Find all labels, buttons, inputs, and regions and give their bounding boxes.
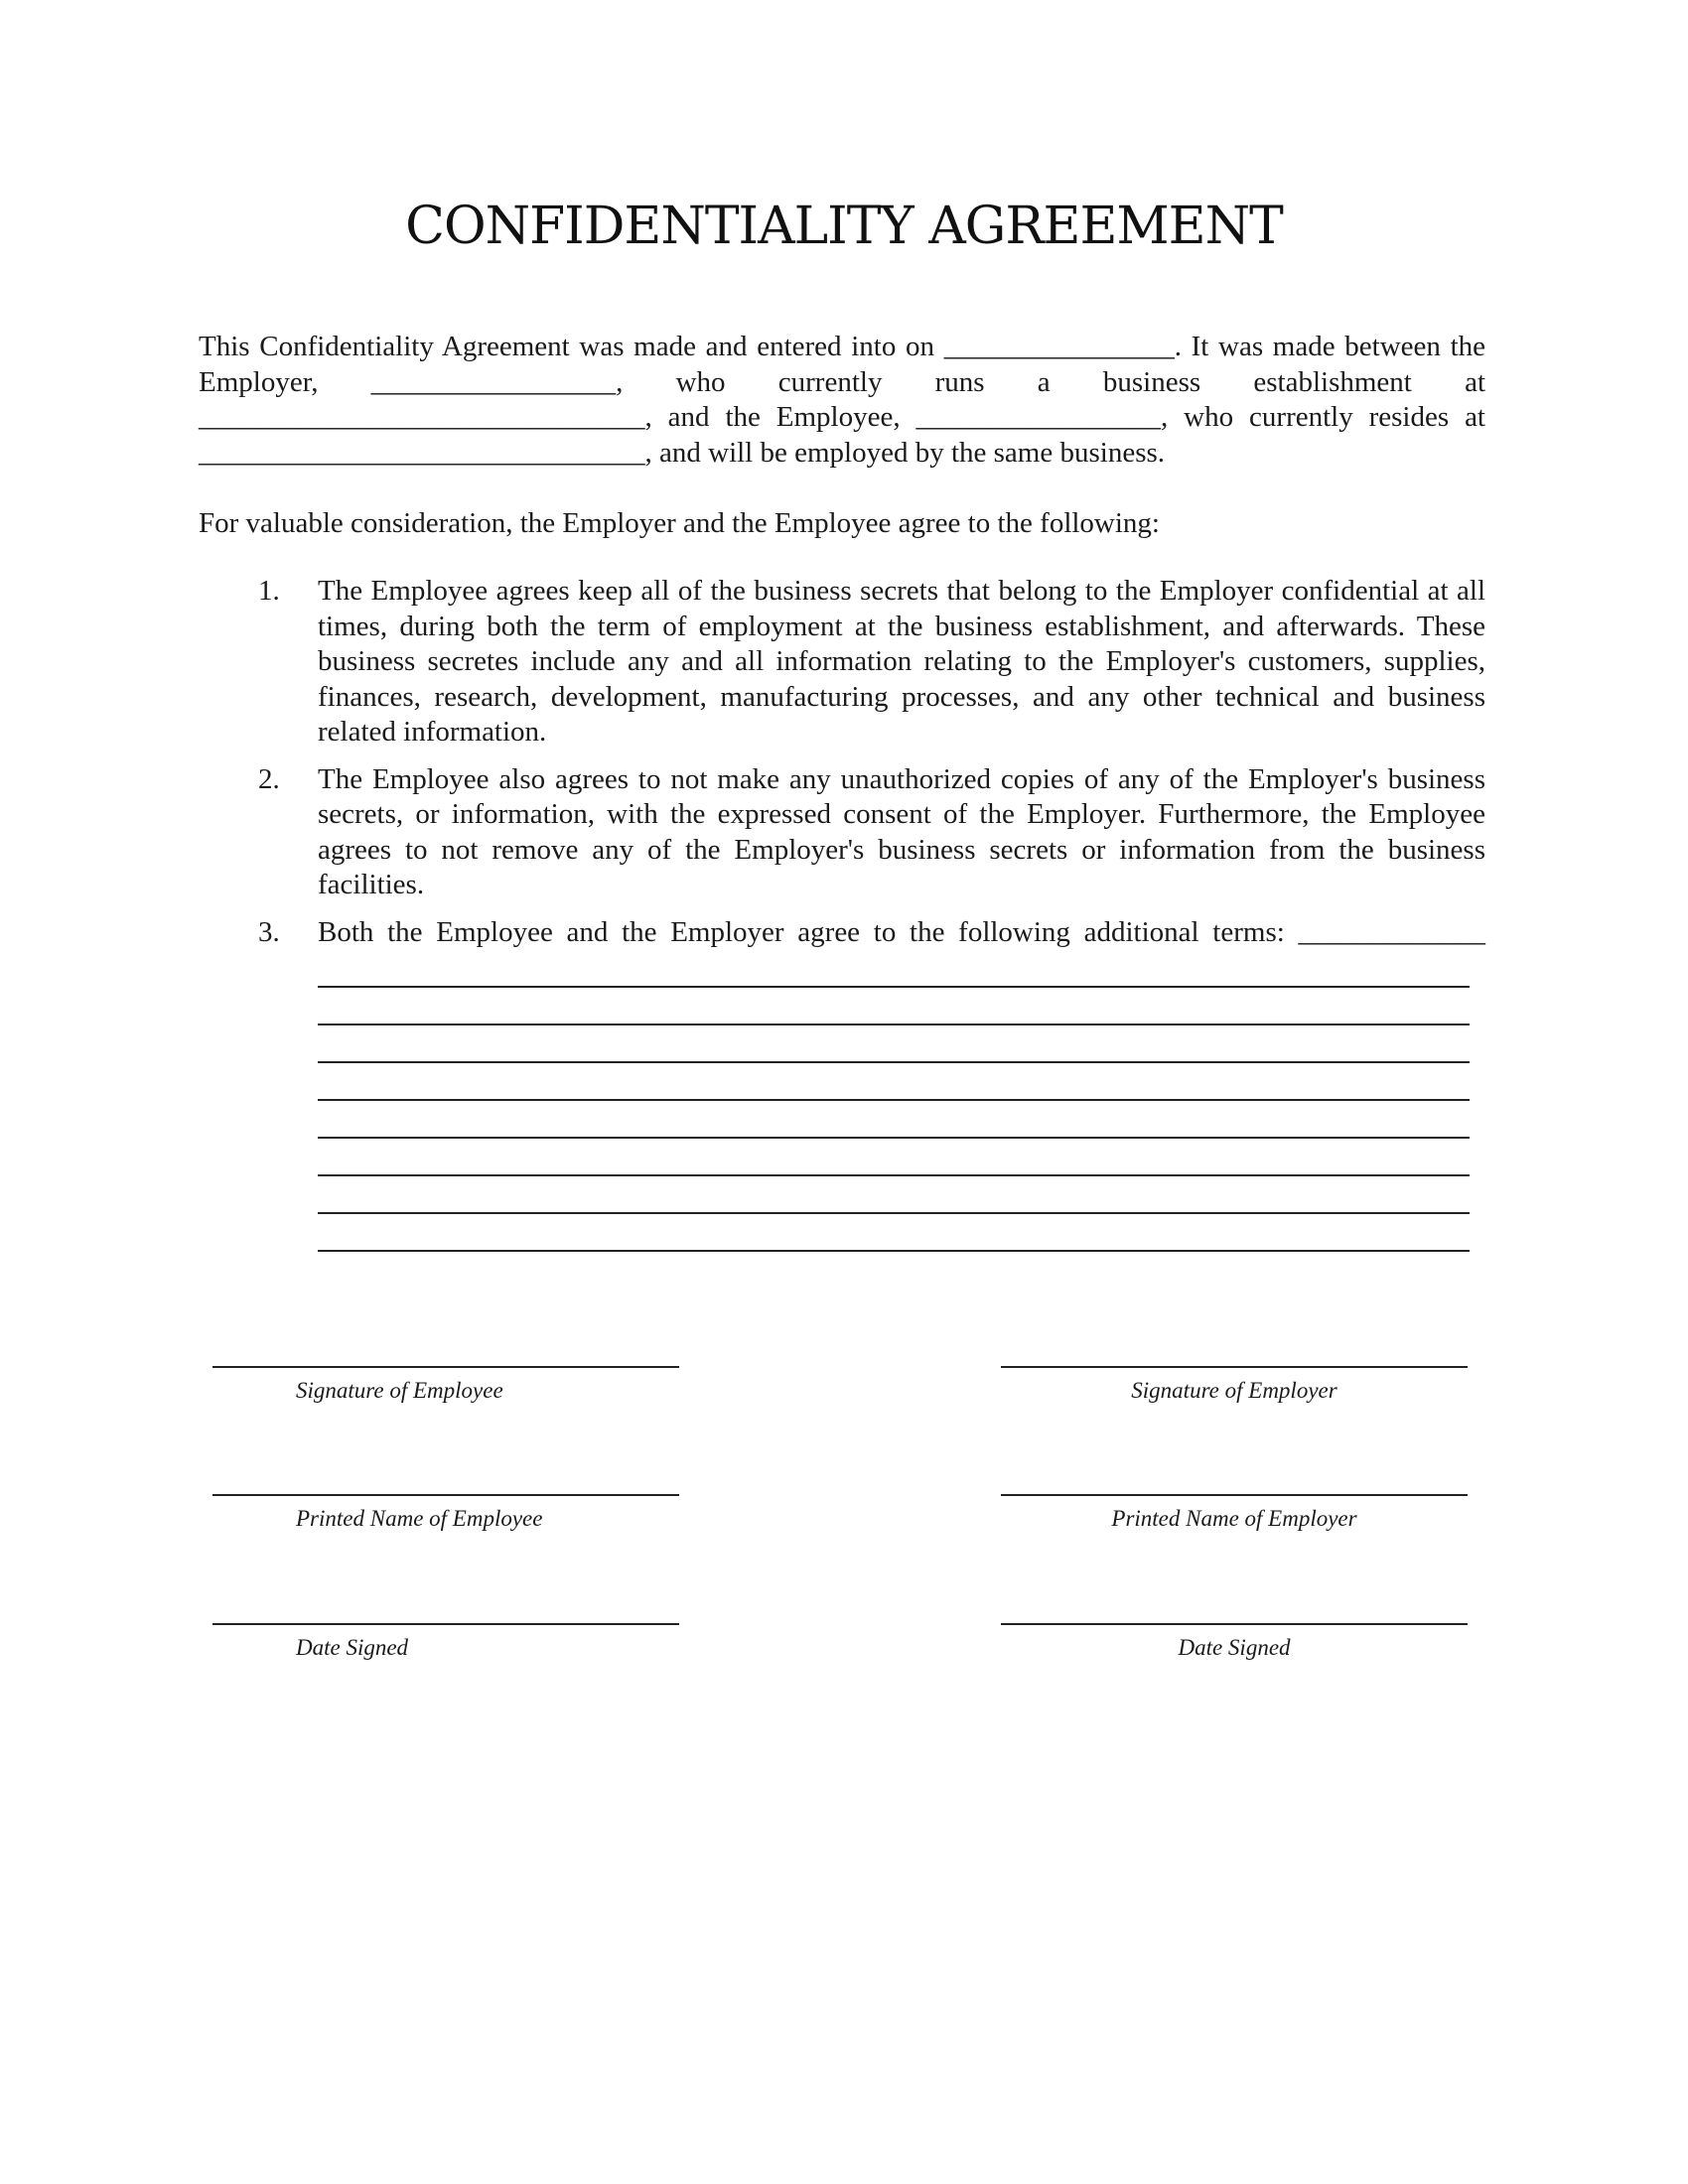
additional-terms-line[interactable] xyxy=(318,1176,1470,1214)
terms-list xyxy=(199,574,1485,1264)
additional-terms-line[interactable] xyxy=(318,1063,1470,1101)
additional-terms-line[interactable] xyxy=(318,1214,1470,1252)
employer-date-label: Date Signed xyxy=(1178,1635,1291,1660)
employee-date-line[interactable] xyxy=(212,1623,679,1625)
employer-printed-name-block xyxy=(1001,1494,1468,1532)
employer-signature-block xyxy=(1001,1366,1468,1404)
consideration-paragraph: For valuable consideration, the Employer and the Employee agree to the following: xyxy=(199,507,1160,539)
additional-terms-line[interactable] xyxy=(318,1139,1470,1176)
term-item-1 xyxy=(199,574,1485,751)
employee-signature-line[interactable] xyxy=(212,1366,679,1368)
employee-printed-name-label: Printed Name of Employee xyxy=(296,1506,543,1531)
employee-printed-name-line[interactable] xyxy=(212,1494,679,1496)
employer-signature-label: Signature of Employer xyxy=(1131,1378,1337,1403)
employee-signature-block xyxy=(212,1366,679,1404)
employee-date-label: Date Signed xyxy=(296,1635,409,1660)
document-title: CONFIDENTIALITY AGREEMENT xyxy=(405,197,1283,256)
term-text: The Employee also agrees to not make any unauthorized copies of any of the Employer's business secrets, or information, with the expressed consent of the Employer. Furthermore, the Employee agrees to not remove any of the Employer's business secrets or information from the business facilities. xyxy=(318,762,1485,900)
employer-signature-line[interactable] xyxy=(1001,1366,1468,1368)
employer-printed-name-label: Printed Name of Employer xyxy=(1111,1506,1357,1531)
term-item-3 xyxy=(199,915,1485,1253)
additional-terms-line[interactable] xyxy=(318,950,1470,988)
employer-printed-name-line[interactable] xyxy=(1001,1494,1468,1496)
term-item-2 xyxy=(199,762,1485,903)
term-number: 1. xyxy=(258,575,280,607)
additional-terms-line[interactable] xyxy=(318,1101,1470,1139)
term-number: 3. xyxy=(258,915,280,948)
employer-date-block xyxy=(1001,1623,1468,1661)
term-number: 2. xyxy=(258,762,280,795)
intro-paragraph: This Confidentiality Agreement was made and entered into on ________________. It was made between the Employer, _________________, who currently runs a business establishment at _______________________________, and the Employee, _________________, who currently resides at _______________________________, and will be employed by the same business. xyxy=(199,331,1485,469)
employer-date-line[interactable] xyxy=(1001,1623,1468,1625)
additional-terms-line[interactable] xyxy=(318,1025,1470,1063)
employee-printed-name-block xyxy=(212,1494,679,1532)
employee-date-block xyxy=(212,1623,679,1661)
term-text: Both the Employee and the Employer agree to the following additional terms: _____________ xyxy=(318,915,1485,948)
term-text: The Employee agrees keep all of the business secrets that belong to the Employer confidential at all times, during both the term of employment at the business establishment, and afterwards. These business secretes include any and all information relating to the Employer's customers, supplies, finances, research, development, manufacturing processes, and any other technical and business related information. xyxy=(318,575,1485,748)
employee-signature-label: Signature of Employee xyxy=(296,1378,503,1403)
additional-terms-line[interactable] xyxy=(318,988,1470,1025)
